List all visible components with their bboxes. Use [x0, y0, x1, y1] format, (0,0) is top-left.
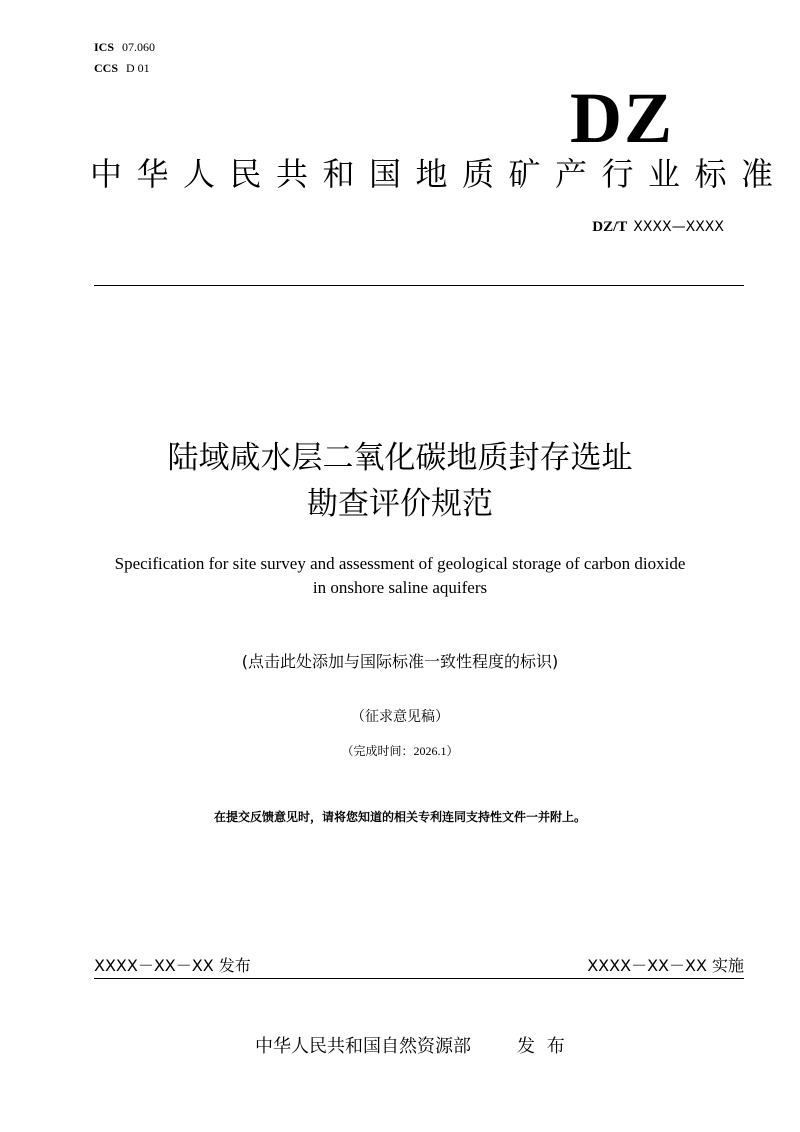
standard-number-value: XXXX—XXXX: [633, 219, 724, 235]
ccs-label: CCS: [94, 61, 119, 75]
publish-word: 发 布: [517, 1036, 568, 1057]
draft-stage: （征求意见稿）: [351, 710, 449, 725]
title-en-line2: in onshore saline aquifers: [312, 578, 488, 597]
standard-number: [592, 219, 724, 236]
patent-notice: 在提交反馈意见时，请将您知道的相关专利连同支持性文件一并附上。: [213, 810, 586, 824]
implement-date: XXXX－XX－XX 实施: [587, 956, 744, 975]
ccs-value: D 01: [126, 61, 150, 75]
title-en-line1: Specification for site survey and assessment of geological storage of carbon dioxide: [114, 554, 686, 573]
ics-value: 07.060: [122, 40, 156, 54]
title-cn-line2: 勘查评价规范: [307, 486, 493, 522]
standard-category-name: 中华人民共和国地质矿产行业标准: [90, 155, 788, 193]
issue-date: XXXX－XX－XX 发布: [94, 956, 251, 975]
bottom-divider: [94, 978, 744, 979]
publisher: 中华人民共和国自然资源部: [255, 1036, 471, 1057]
ics-label: ICS: [94, 40, 115, 54]
ccs-code: [94, 61, 150, 75]
title-cn-line1: 陆域咸水层二氧化碳地质封存选址: [167, 440, 633, 476]
industry-mark: DZ: [570, 78, 675, 158]
completion-time: （完成时间：2026.1）: [341, 744, 459, 758]
consistency-note: (点击此处添加与国际标准一致性程度的标识): [241, 652, 559, 671]
ics-code: [94, 40, 155, 54]
top-divider: [94, 285, 744, 286]
standard-number-prefix: DZ/T: [592, 219, 628, 235]
